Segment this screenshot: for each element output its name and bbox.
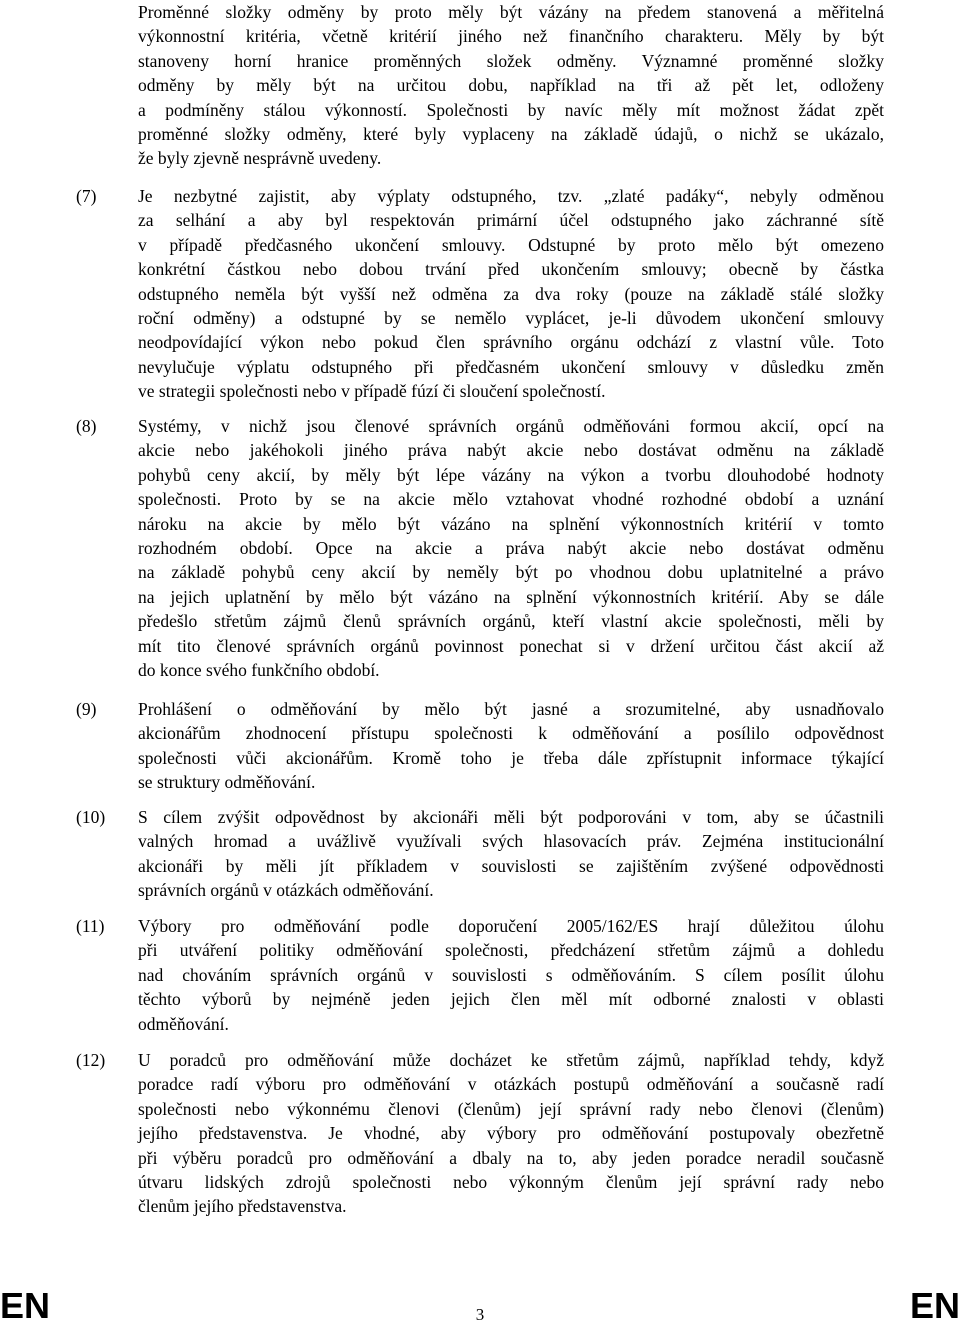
footer-language-right: EN — [909, 1285, 960, 1326]
text-line: konkrétní částkou nebo dobou trvání před ukončením smlouvy; obecně by částka — [138, 259, 884, 280]
recital-text — [138, 1048, 884, 1219]
text-line: do konce svého funkčního období. — [138, 660, 380, 681]
recital-text — [138, 697, 884, 795]
intro-paragraph — [138, 0, 884, 171]
text-line: U poradců pro odměňování může docházet ke střetům zájmů, například tehdy, když — [138, 1050, 884, 1070]
text-line: stanoveny horní hranice proměnných složek odměny. Významné proměnné složky — [138, 50, 884, 71]
text-line: valných hromad a uvážlivě využívali svých hlasovacích práv. Zejména institucionální — [138, 831, 884, 852]
text-line: nevylučuje výplatu odstupného při předčasném ukončení smlouvy v důsledku změn — [138, 356, 884, 377]
text-line: nároku na akcie by mělo být vázáno na splnění výkonnostních kritérií v tomto — [138, 513, 884, 534]
text-line: poradce radí výboru pro odměňování v otázkách postupů odměňování a současně radí — [138, 1074, 884, 1095]
page-number: 3 — [475, 1305, 485, 1324]
recital-text — [138, 184, 884, 404]
text-line: Je nezbytné zajistit, aby výplaty odstupného, tzv. „zlaté padáky“, nebyly odměnou — [138, 186, 884, 206]
text-line: akcionáři by měli jít příkladem v souvislosti se zajištěním zvýšené odpovědnosti — [138, 855, 884, 876]
text-line: pohybů ceny akcií, by měly být lépe vázány na výkon a tvorbu dlouhodobé hodnoty — [138, 464, 884, 485]
footer-language-left: EN — [0, 1285, 51, 1326]
text-line: odměňování. — [138, 1013, 229, 1034]
text-line: že byly zjevně nesprávně uvedeny. — [138, 148, 382, 169]
text-line: při utváření politiky odměňování společnosti, předcházení střetům zájmů a dohledu — [138, 940, 884, 961]
text-line: a podmíněny stálou výkonností. Společnosti by navíc měly mít možnost žádat zpět — [138, 99, 884, 120]
recital-10 — [76, 805, 884, 903]
text-line: společnosti. Proto by se na akcie mělo vztahovat vhodné rozhodné období a uznání — [138, 489, 884, 510]
text-line: společnosti nebo výkonnému členovi (členům) její správní rady nebo členovi (členům) — [138, 1098, 884, 1119]
text-line: roční odměny) a odstupné by se nemělo vyplácet, je-li důvodem ukončení smlouvy — [138, 308, 884, 329]
text-line: členům jejího představenstva. — [138, 1196, 347, 1217]
text-line: Systémy, v nichž jsou členové správních orgánů odměňováni formou akcií, opcí na — [138, 416, 884, 436]
text-line: společnosti vůči akcionářům. Kromě toho je třeba dále zpřístupnit informace týkající — [138, 747, 884, 768]
text-line: odstupného neměla být vyšší než odměna za dva roky (pouze na základě stálé složky — [138, 283, 884, 304]
text-line: nad chováním správních orgánů v souvislosti s odměňováním. S cílem posílit úlohu — [138, 964, 884, 985]
recital-8 — [76, 414, 884, 682]
recital-text — [138, 805, 884, 903]
text-line: Proměnné složky odměny by proto měly být vázány na předem stanovená a měřitelná — [138, 2, 884, 22]
recital-7 — [76, 184, 884, 404]
recital-number: (10) — [76, 807, 106, 827]
recital-number: (11) — [76, 916, 105, 936]
text-line: v případě předčasného ukončení smlouvy. Odstupné by proto mělo být omezeno — [138, 234, 884, 255]
text-line: těchto výborů by nejméně jeden jejich člen měl mít odborné znalosti v oblasti — [138, 989, 884, 1010]
recital-number: (8) — [76, 416, 97, 436]
text-line: výkonnostní kritéria, včetně kritérií jiného než finančního charakteru. Měly by být — [138, 26, 884, 47]
recital-text — [138, 914, 884, 1036]
text-line: Prohlášení o odměňování by mělo být jasné a srozumitelné, aby usnadňovalo — [138, 699, 884, 719]
text-line: mít tito členové správních orgánů povinnost ponechat si v držení určitou část akcií až — [138, 635, 884, 656]
text-line: správních orgánů v otázkách odměňování. — [138, 880, 434, 901]
text-line: Výbory pro odměňování podle doporučení 2005/162/ES hrají důležitou úlohu — [138, 916, 884, 936]
text-line: neodpovídající výkon nebo pokud člen správního orgánu odchází z vlastní vůle. Toto — [138, 332, 884, 353]
text-line: při výběru poradců pro odměňování a dbaly na to, aby jeden poradce neradil současně — [138, 1147, 884, 1168]
text-line: předešlo střetům zájmů členů správních orgánů, kteří vlastní akcie společnosti, měli by — [138, 611, 884, 632]
recital-11 — [76, 914, 884, 1036]
text-line: rozhodném období. Opce na akcie a práva nabýt akcie nebo dostávat odměnu — [138, 538, 884, 559]
recital-number: (9) — [76, 699, 97, 719]
recital-number: (7) — [76, 186, 97, 206]
text-line: akcionářům zhodnocení přístupu společnosti k odměňování a posílilo odpovědnost — [138, 723, 884, 744]
text-line: odměny by měly být na určitou dobu, například na tři až pět let, odloženy — [138, 75, 884, 96]
recital-9 — [76, 697, 884, 795]
recital-text — [138, 414, 884, 682]
text-line: jejího představenstva. Je vhodné, aby výbory pro odměňování postupovaly obezřetně — [138, 1123, 884, 1144]
text-line: se struktury odměňování. — [138, 772, 316, 793]
text-line: ve strategii společnosti nebo v případě fúzí či sloučení společností. — [138, 381, 606, 402]
text-line: S cílem zvýšit odpovědnost by akcionáři měli být podporováni v tom, aby se účastnili — [138, 807, 884, 827]
intro-text — [138, 0, 884, 171]
text-line: za selhání a aby byl respektován primární účel odstupného jako záchranné sítě — [138, 210, 884, 231]
text-line: na základě pohybů ceny akcií by neměly být po vhodnou dobu uplatnitelné a právo — [138, 562, 884, 583]
recital-number: (12) — [76, 1050, 106, 1070]
text-line: proměnné složky odměny, které byly vyplaceny na základě údajů, o nichž se ukázalo, — [138, 124, 884, 145]
recital-12 — [76, 1048, 884, 1219]
text-line: útvaru lidských zdrojů společnosti nebo výkonným členům její správní rady nebo — [138, 1172, 884, 1193]
text-line: akcie nebo jakéhokoli jiného práva nabýt akcie nebo dostávat odměnu na základě — [138, 440, 884, 461]
text-line: na jejich uplatnění by mělo být vázáno na splnění výkonnostních kritérií. Aby se dále — [138, 586, 884, 607]
